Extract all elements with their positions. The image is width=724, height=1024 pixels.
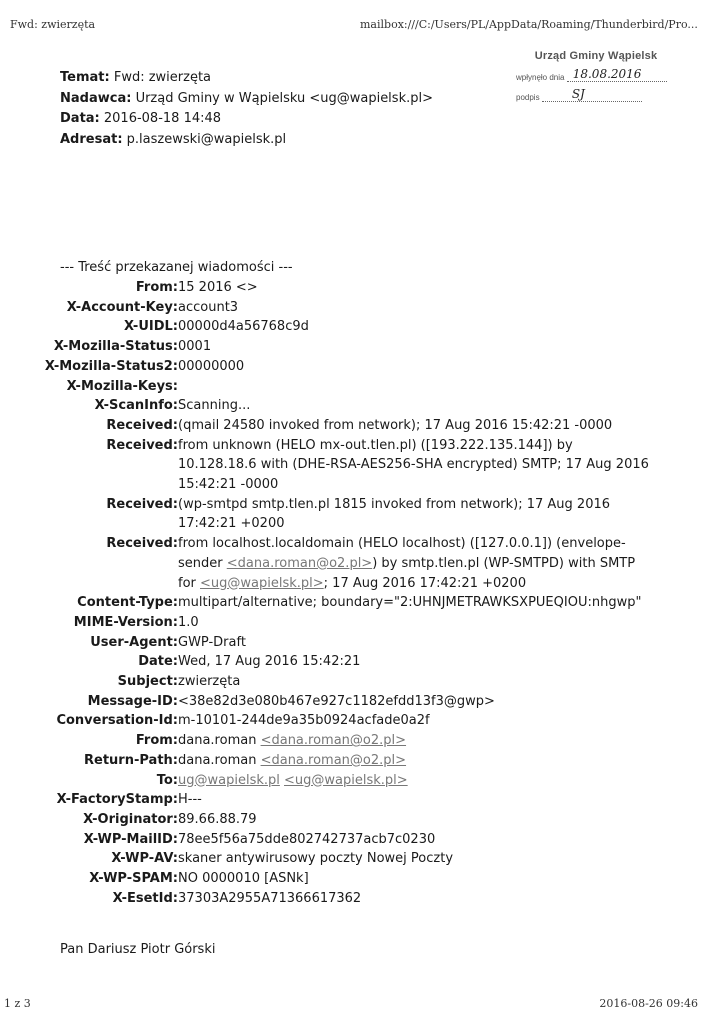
print-header-path: mailbox:///C:/Users/PL/AppData/Roaming/Thunderbird/Pro... <box>360 18 698 31</box>
header-row: Date: Wed, 17 Aug 2016 15:42:21 <box>138 654 361 670</box>
header-row: Subject: zwierzęta <box>117 674 241 690</box>
header-row: X-EsetId: 37303A2955A71366617362 <box>112 890 362 906</box>
meta-sender: Nadawca: Urząd Gminy w Wąpielsku <ug@wapielsk.pl> <box>60 90 433 106</box>
header-row: From: dana.roman <dana.roman@o2.pl> <box>135 733 407 749</box>
print-timestamp: 2016-08-26 09:46 <box>599 997 698 1010</box>
header-row: User-Agent: GWP-Draft <box>90 634 246 650</box>
email-link[interactable]: <ug@wapielsk.pl> <box>200 575 324 591</box>
email-link[interactable]: ug@wapielsk.pl <box>178 772 280 788</box>
meta-subject: Temat: Fwd: zwierzęta <box>60 70 212 85</box>
header-row: X-Mozilla-Status: 0001 <box>53 339 212 355</box>
header-row: Received: (wp-smtpd smtp.tlen.pl 1815 invoked from network); 17 Aug 2016 17:42:21 +0200 <box>106 496 611 532</box>
header-row: Received: from localhost.localdomain (HELO localhost) ([127.0.0.1]) (envelope- sender <dana.roman@o2.pl>) by smtp.tlen.pl (WP-SMTPD) with SMTP for <ug@wapielsk.pl>; 17 Aug 2016 17:42:21 +0200 <box>106 536 636 591</box>
stamp-received-date: 18.08.2016 <box>572 67 642 81</box>
email-link[interactable]: <ug@wapielsk.pl> <box>284 772 408 788</box>
stamp-title: Urząd Gminy Wąpielsk <box>534 50 658 62</box>
header-row: Content-Type: multipart/alternative; boundary="2:UHNJMETRAWKSXPUEQIOU:nhgwp" <box>77 595 642 611</box>
header-row: From: 15 2016 <> <box>135 280 258 295</box>
header-row: X-Originator: 89.66.88.79 <box>83 811 257 827</box>
signature: Pan Dariusz Piotr Górski <box>60 942 216 957</box>
header-row: X-Mozilla-Status2: 00000000 <box>44 358 245 374</box>
email-link[interactable]: <dana.roman@o2.pl> <box>260 733 407 749</box>
header-row: Received: (qmail 24580 invoked from network); 17 Aug 2016 15:42:21 -0000 <box>106 417 613 433</box>
meta-recipient: Adresat: p.laszewski@wapielsk.pl <box>60 131 287 147</box>
header-row: X-WP-SPAM: NO 0000010 [ASNk] <box>89 871 309 887</box>
header-row: Message-ID: <38e82d3e080b467e927c1182efdd13f3@gwp> <box>87 693 495 709</box>
header-row: X-WP-AV: skaner antywirusowy poczty Nowej Poczty <box>111 851 454 867</box>
stamp-sign-label: podpis <box>516 93 540 102</box>
header-row: Received: from unknown (HELO mx-out.tlen.pl) ([193.222.135.144]) by 10.128.18.6 with (DHE-RSA-AES256-SHA encrypted) SMTP; 17 Aug 2016 15:42:21 -0000 <box>106 437 649 493</box>
header-row: Return-Path: dana.roman <dana.roman@o2.pl> <box>84 752 407 768</box>
header-row: MIME-Version: 1.0 <box>73 614 199 630</box>
stamp-received-row <box>516 67 676 82</box>
header-row: X-ScanInfo: Scanning... <box>94 398 251 414</box>
email-link[interactable]: <dana.roman@o2.pl> <box>260 752 407 768</box>
print-header-title: Fwd: zwierzęta <box>10 18 96 31</box>
stamp-received-label: wpłynęło dnia <box>516 73 565 82</box>
header-row: X-WP-MailID: 78ee5f56a75dde802742737acb7c0230 <box>83 831 436 847</box>
page-number: 1 z 3 <box>4 997 31 1010</box>
header-row: X-UIDL: 00000d4a56768c9d <box>123 319 309 335</box>
forwarded-headers <box>0 278 724 909</box>
stamp-sign-row <box>516 87 676 102</box>
email-link[interactable]: <dana.roman@o2.pl> <box>226 555 373 571</box>
stamp-signature: SJ <box>571 87 585 101</box>
header-row: X-FactoryStamp: H--- <box>56 792 202 808</box>
header-row: X-Mozilla-Keys: <box>66 378 178 394</box>
received-stamp <box>516 50 676 122</box>
message-meta <box>60 68 433 150</box>
meta-date: Data: 2016-08-18 14:48 <box>60 111 222 126</box>
header-row: To: ug@wapielsk.pl <ug@wapielsk.pl> <box>156 772 408 788</box>
header-row: Conversation-Id: m-10101-244de9a35b0924acfade0a2f <box>56 713 430 729</box>
header-row: X-Account-Key: account3 <box>66 299 239 315</box>
forwarded-intro: --- Treść przekazanej wiadomości --- <box>60 260 293 275</box>
